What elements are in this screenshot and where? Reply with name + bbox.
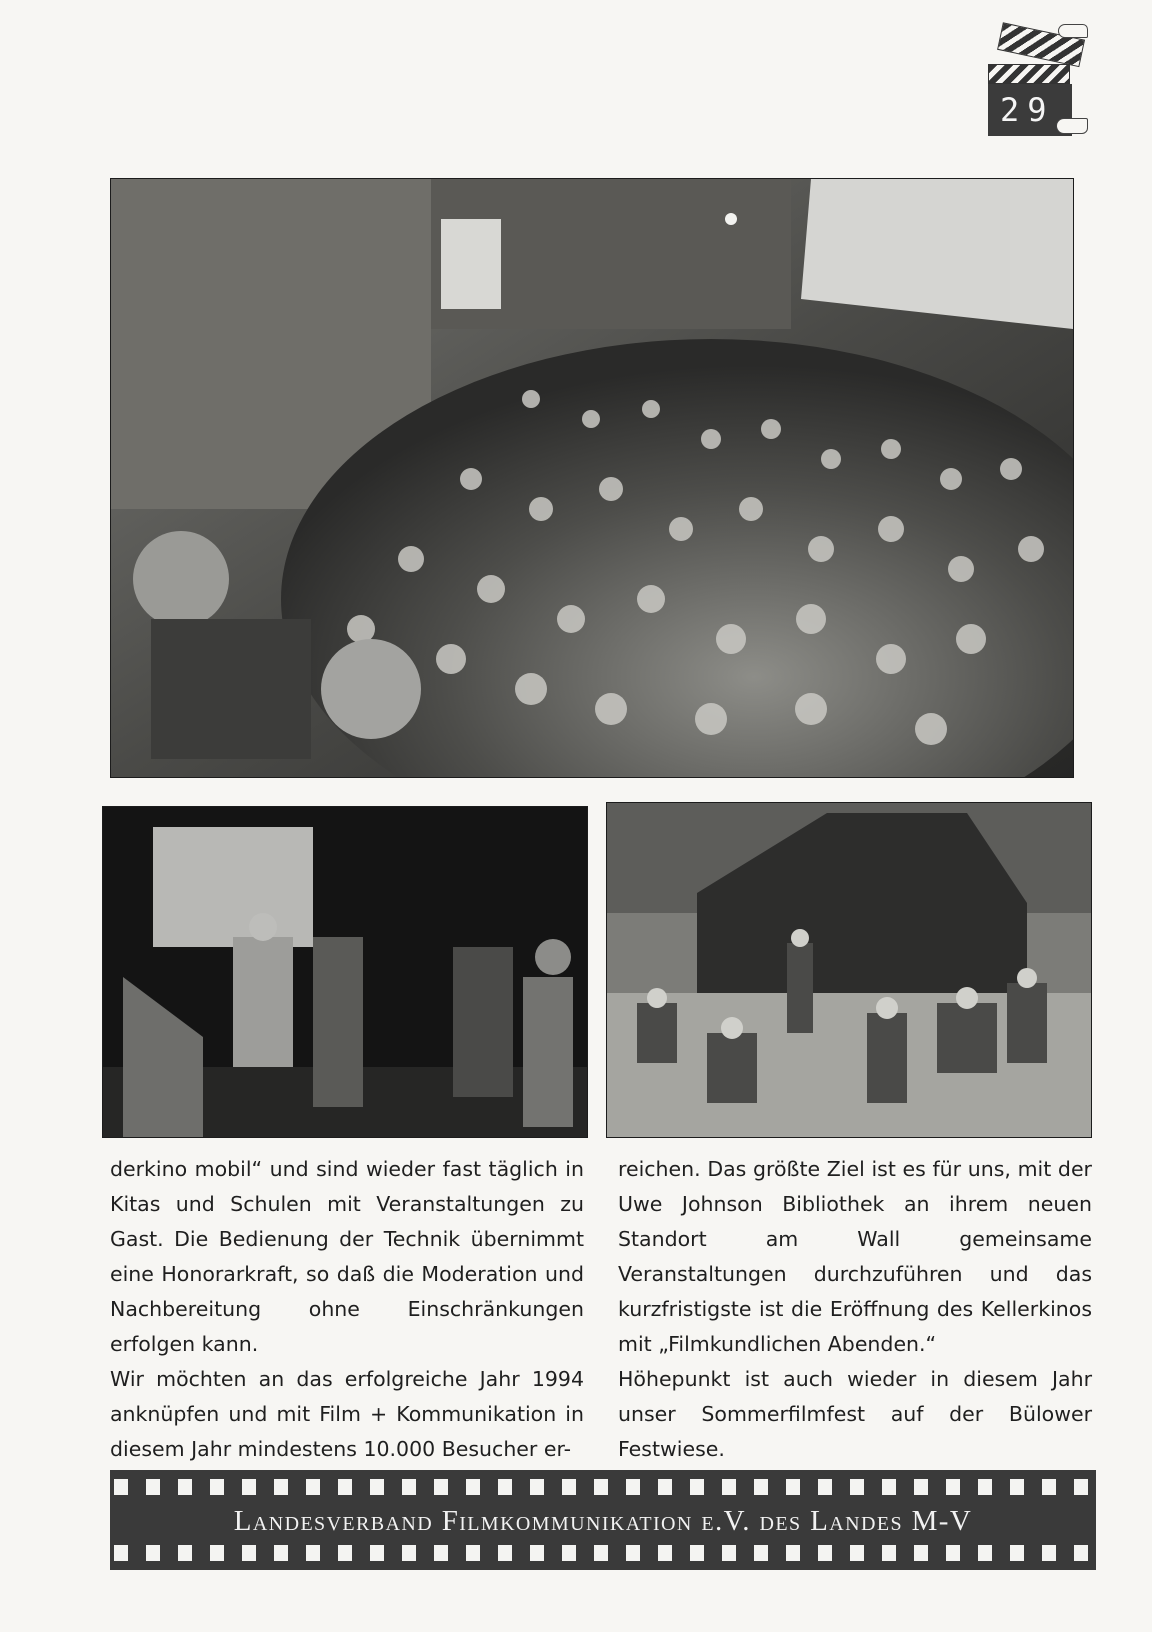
footer-banner-text: Landesverband Filmkommunikation e.V. des Landes M-V [233, 1505, 973, 1537]
clapper-stripes [988, 64, 1070, 84]
hand-icon [1058, 24, 1088, 38]
text-column-right [618, 1152, 1092, 1467]
paragraph: Wir möchten an das erfolgreiche Jahr 1994 anknüpfen und mit Film + Kommunikation in diesem Jahr mindestens 10.000 Besucher er- [110, 1367, 584, 1461]
paragraph: Höhepunkt ist auch wieder in diesem Jahr unser Sommerfilmfest auf der Bülower Festwiese. [618, 1367, 1092, 1461]
film-perforations [114, 1479, 1096, 1495]
hand-icon [1056, 118, 1088, 134]
photo-night-projection [102, 806, 588, 1138]
page-number-clapperboard [988, 14, 1090, 138]
text-column-left [110, 1152, 584, 1467]
photo-cinema-audience [110, 178, 1074, 778]
page-number: 29 [988, 84, 1072, 136]
footer-film-strip [110, 1470, 1096, 1570]
paragraph: reichen. Das größte Ziel ist es für uns, mit der Uwe Johnson Bibliothek an ihrem neuen Standort am Wall gemeinsame Veranstaltungen durchzuführen und das kurzfristigste ist die Eröffnung des Kellerkinos mit „Filmkundlichen Abenden.“ [618, 1157, 1092, 1356]
photo-summer-festival-tent [606, 802, 1092, 1138]
film-perforations [114, 1545, 1096, 1561]
paragraph: derkino mobil“ und sind wieder fast täglich in Kitas und Schulen mit Veranstaltungen zu Gast. Die Bedienung der Technik übernimmt eine Honorarkraft, so daß die Moderation und Nachbereitung ohne Einschränkungen erfolgen kann. [110, 1157, 584, 1356]
